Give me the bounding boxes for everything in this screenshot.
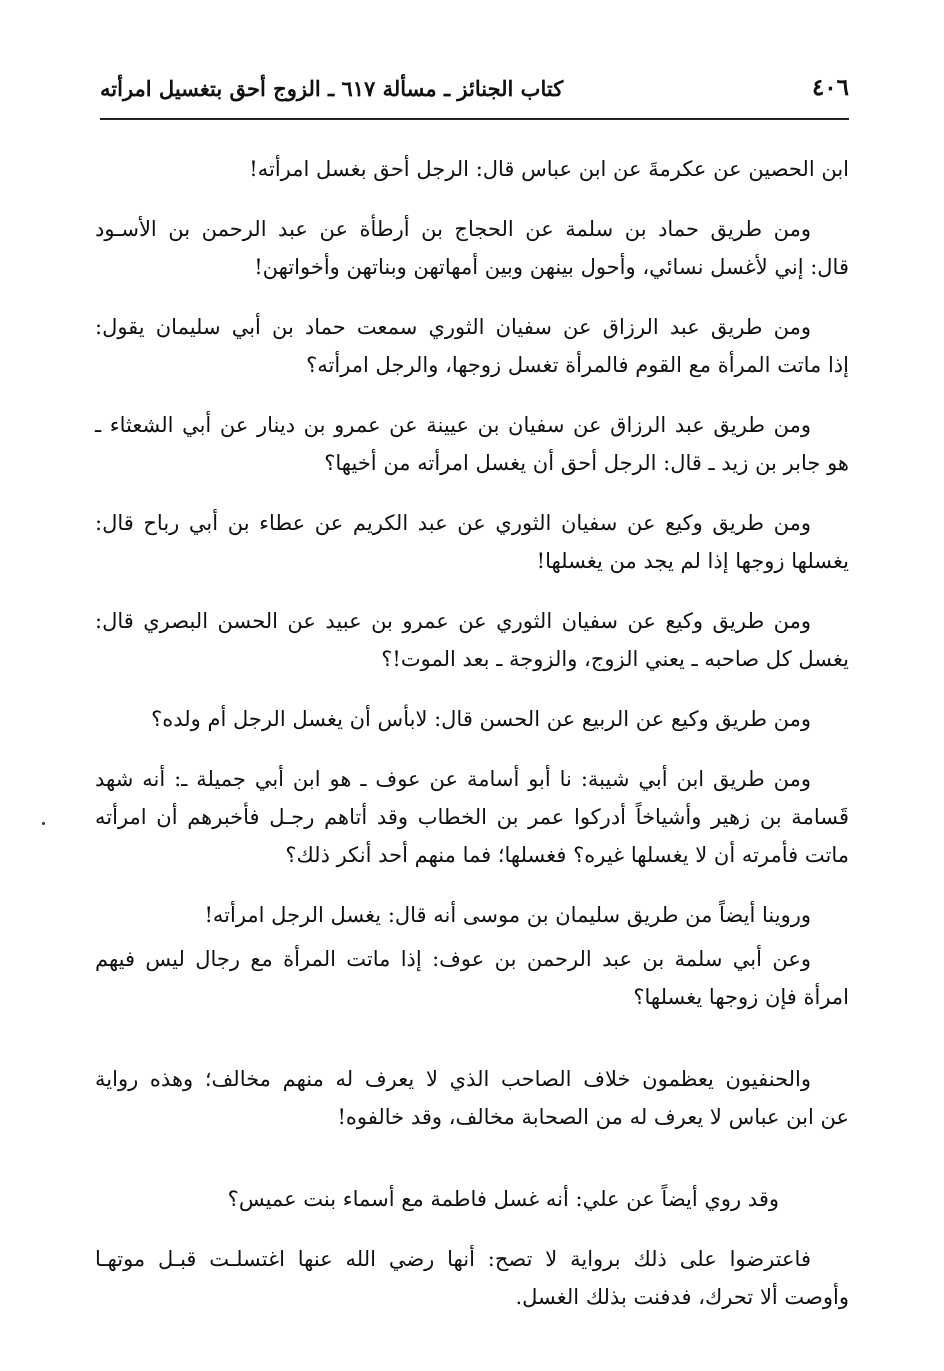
paragraph-2	[95, 210, 849, 286]
text-line: ومن طريق وكيع عن سفيان الثوري عن عمرو بن عبيد عن الحسن البصري قال:	[95, 609, 811, 633]
text-line: ومن طريق وكيع عن سفيان الثوري عن عبد الكريم عن عطاء بن أبي رباح قال:	[95, 511, 811, 535]
paragraph-4	[95, 406, 849, 482]
text-line: ومن طريق حماد بن سلمة عن الحجاج بن أرطأة عن عبد الرحمن بن الأسـود	[95, 217, 811, 241]
paragraph-5	[95, 504, 849, 580]
text-line: وروينا أيضاً من طريق سليمان بن موسى أنه قال: يغسل الرجل امرأته!	[204, 903, 811, 927]
paragraph-10	[95, 940, 849, 1016]
text-line: ومن طريق عبد الرزاق عن سفيان الثوري سمعت حماد بن أبي سليمان يقول:	[95, 315, 811, 339]
running-title: كتاب الجنائز ـ مسألة ٦١٧ ـ الزوج أحق بتغسيل امرأته	[100, 76, 564, 101]
paragraph-9	[95, 896, 849, 934]
page-header	[100, 70, 849, 120]
text-line: يغسل كل صاحبه ـ يعني الزوج، والزوجة ـ بعد الموت!؟	[381, 647, 849, 671]
text-line: قال: إني لأغسل نسائي، وأحول بينهن وبين أمهاتهن وبناتهن وأخواتهن!	[254, 255, 849, 279]
text-line: عن ابن عباس لا يعرف له من الصحابة مخالف، وقد خالفوه!	[337, 1105, 849, 1129]
paragraph-7	[95, 700, 849, 738]
text-line: وعن أبي سلمة بن عبد الرحمن بن عوف: إذا ماتت المرأة مع رجال ليس فيهم	[95, 947, 811, 971]
text-line: والحنفيون يعظمون خلاف الصاحب الذي لا يعرف له منهم مخالف؛ وهذه رواية	[95, 1067, 811, 1091]
text-line: وقد روي أيضاً عن علي: أنه غسل فاطمة مع أسماء بنت عميس؟	[227, 1187, 779, 1211]
paragraph-8	[95, 760, 849, 874]
paragraph-6	[95, 602, 849, 678]
paragraph-12	[95, 1180, 849, 1218]
text-line: إذا ماتت المرأة مع القوم فالمرأة تغسل زوجها، والرجل امرأته؟	[306, 353, 849, 377]
text-line: وأوصت ألا تحرك، فدفنت بذلك الغسل.	[515, 1285, 849, 1309]
page-number: ٤٠٦	[811, 74, 849, 101]
text-line: ابن الحصين عن عكرمةَ عن ابن عباس قال: الرجل أحق بغسل امرأته!	[249, 157, 849, 181]
text-line: يغسلها زوجها إذا لم يجد من يغسلها!	[536, 549, 849, 573]
text-line: قَسامة بن زهير وأشياخاً أدركوا عمر بن الخطاب وقد أتاهم رجـل فأخبرهم أن امرأته	[95, 805, 849, 829]
paragraph-11	[95, 1060, 849, 1136]
paragraph-13	[95, 1240, 849, 1316]
text-line: ومن طريق وكيع عن الربيع عن الحسن قال: لابأس أن يغسل الرجل أم ولده؟	[151, 707, 811, 731]
paragraph-1	[95, 150, 849, 188]
text-line: فاعترضوا على ذلك برواية لا تصح: أنها رضي الله عنها اغتسلـت قبـل موتهـا	[95, 1247, 811, 1271]
text-line: ومن طريق عبد الرزاق عن سفيان بن عيينة عن عمرو بن دينار عن أبي الشعثاء ـ	[95, 413, 811, 437]
text-line: ماتت فأمرته أن لا يغسلها غيره؟ فغسلها؛ فما منهم أحد أنكر ذلك؟	[285, 843, 849, 867]
paragraph-3	[95, 308, 849, 384]
text-line: هو جابر بن زيد ـ قال: الرجل أحق أن يغسل امرأته من أخيها؟	[324, 451, 849, 475]
body-text	[95, 150, 849, 1338]
text-line: ومن طريق ابن أبي شيبة: نا أبو أسامة عن عوف ـ هو ابن أبي جميلة ـ: أنه شهد	[95, 767, 811, 791]
margin-dot	[42, 822, 45, 825]
text-line: امرأة فإن زوجها يغسلها؟	[633, 985, 849, 1009]
